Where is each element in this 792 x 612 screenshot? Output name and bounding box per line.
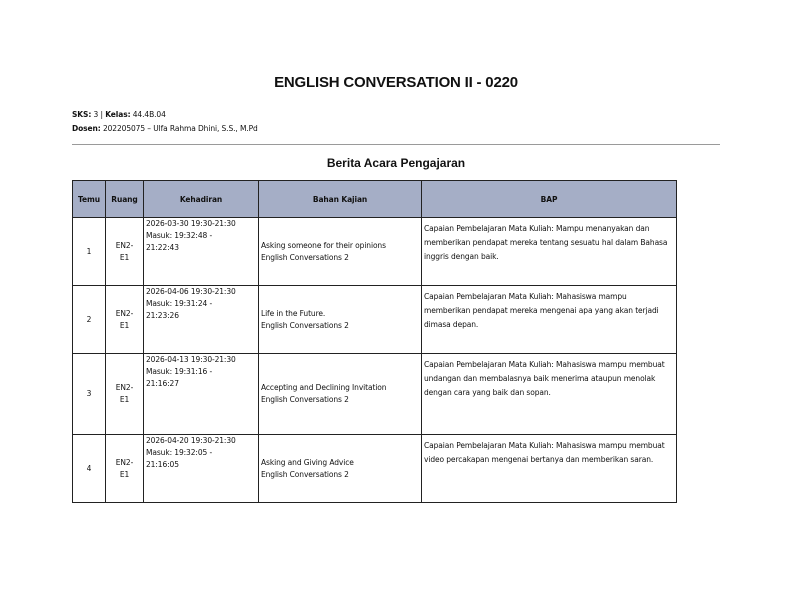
bahan-course: English Conversations 2 (261, 320, 349, 330)
bahan-topic: Accepting and Declining Invitation (261, 383, 387, 392)
header-kehadiran: Kehadiran (144, 181, 259, 218)
bap-cell: Capaian Pembelajaran Mata Kuliah: Mahasiswa mampu memberikan pendapat mereka mengenai apa yang akan terjadi dimasa depan. (422, 286, 677, 354)
ruang-line: EN2- (115, 308, 134, 318)
kehadiran-checkin: Masuk: 19:31:24 - (146, 299, 213, 308)
lecturer-info-line (72, 124, 258, 134)
header-ruang: Ruang (106, 181, 144, 218)
ruang-line: E1 (119, 395, 130, 404)
table-row (73, 354, 677, 435)
ruang-line: EN2- (115, 457, 134, 467)
ruang-line: EN2- (115, 383, 134, 392)
kehadiran-schedule: 2026-04-06 19:30-21:30 (146, 287, 236, 296)
ruang-line: E1 (119, 320, 130, 330)
temu-cell: 3 (73, 354, 106, 435)
bahan-topic: Life in the Future. (261, 308, 326, 318)
bahan-topic: Asking and Giving Advice (261, 457, 354, 467)
kehadiran-schedule: 2026-03-30 19:30-21:30 (146, 219, 236, 228)
page-title: ENGLISH CONVERSATION II - 0220 (274, 74, 518, 91)
bahan-course: English Conversations 2 (261, 469, 349, 479)
kehadiran-checkout: 21:23:26 (146, 311, 179, 320)
kehadiran-checkin: Masuk: 19:32:48 - (146, 231, 213, 240)
ruang-line: E1 (119, 469, 130, 479)
kehadiran-cell (144, 435, 259, 503)
temu-cell: 4 (73, 435, 106, 503)
table-row (73, 435, 677, 503)
header-divider (72, 144, 720, 145)
header-bap: BAP (422, 181, 677, 218)
kehadiran-schedule: 2026-04-20 19:30-21:30 (146, 436, 236, 445)
course-info-line (72, 110, 166, 120)
bahan-kajian-cell (259, 218, 422, 286)
ruang-cell (106, 218, 144, 286)
kelas-value: 44.4B.04 (132, 110, 166, 119)
bahan-topic: Asking someone for their opinions (261, 240, 386, 250)
ruang-line: E1 (119, 252, 130, 262)
kehadiran-cell (144, 218, 259, 286)
kehadiran-checkout: 21:16:27 (146, 379, 179, 388)
table-row (73, 218, 677, 286)
sks-value: 3 | (93, 110, 103, 119)
kehadiran-cell (144, 286, 259, 354)
temu-cell: 2 (73, 286, 106, 354)
ruang-cell (106, 435, 144, 503)
kehadiran-checkin: Masuk: 19:31:16 - (146, 367, 213, 376)
header-bahan-kajian: Bahan Kajian (259, 181, 422, 218)
bap-cell: Capaian Pembelajaran Mata Kuliah: Mahasiswa mampu membuat video percakapan mengenai bertanya dan memberikan saran. (422, 435, 677, 503)
kehadiran-cell (144, 354, 259, 435)
bap-cell: Capaian Pembelajaran Mata Kuliah: Mampu menanyakan dan memberikan pendapat mereka tentang sesuatu hal dalam Bahasa inggris dengan baik. (422, 218, 677, 286)
ruang-line: EN2- (115, 240, 134, 250)
kehadiran-checkout: 21:16:05 (146, 460, 179, 469)
temu-cell: 1 (73, 218, 106, 286)
bahan-kajian-cell (259, 354, 422, 435)
kehadiran-checkout: 21:22:43 (146, 243, 179, 252)
kelas-label: Kelas: (105, 110, 131, 119)
ruang-cell (106, 354, 144, 435)
header-temu: Temu (73, 181, 106, 218)
ruang-cell (106, 286, 144, 354)
dosen-value: 202205075 – Ulfa Rahma Dhini, S.S., M.Pd (102, 124, 258, 133)
table-row (73, 286, 677, 354)
bahan-course: English Conversations 2 (261, 395, 349, 404)
dosen-label: Dosen: (72, 124, 101, 133)
kehadiran-schedule: 2026-04-13 19:30-21:30 (146, 355, 236, 364)
bahan-course: English Conversations 2 (261, 252, 349, 262)
bap-cell: Capaian Pembelajaran Mata Kuliah: Mahasiswa mampu membuat undangan dan membalasnya baik menerima ataupun menolak dengan cara yang baik dan sopan. (422, 354, 677, 435)
sks-label: SKS: (72, 110, 92, 119)
teaching-report-table (72, 180, 677, 503)
kehadiran-checkin: Masuk: 19:32:05 - (146, 448, 213, 457)
bahan-kajian-cell (259, 435, 422, 503)
bahan-kajian-cell (259, 286, 422, 354)
section-title: Berita Acara Pengajaran (326, 156, 466, 170)
table-header-row (73, 181, 677, 218)
